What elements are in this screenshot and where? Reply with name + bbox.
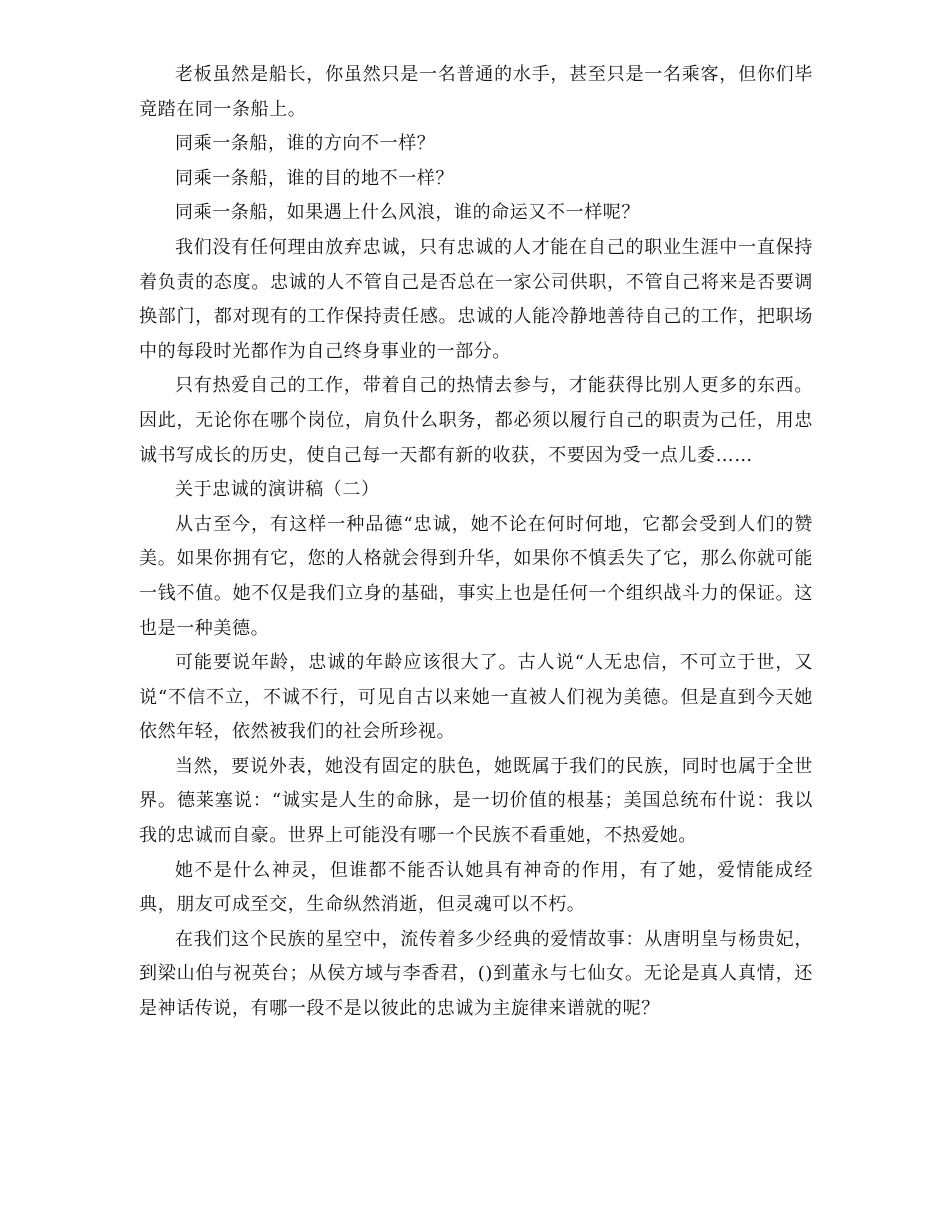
section-heading: 关于忠诚的演讲稿（二） [175, 479, 380, 501]
paragraph: 同乘一条船，谁的方向不一样？ [175, 133, 436, 155]
paragraph: 从古至今，有这样一种品德“忠诚，她不论在何时何地，它都会受到人们的赞美。如果你拥有它，您的人格就会得到升华，如果你不慎丢失了它，那么你就可能一钱不值。她不仅是我们立身的基础，事实上也是任何一个组织战斗力的保证。这也是一种美德。 [139, 513, 813, 639]
paragraph: 她不是什么神灵，但谁都不能否认她具有神奇的作用，有了她，爱情能成经典，朋友可成至交，生命纵然消逝，但灵魂可以不朽。 [139, 859, 813, 916]
paragraph: 我们没有任何理由放弃忠诚，只有忠诚的人才能在自己的职业生涯中一直保持着负责的态度。忠诚的人不管自己是否总在一家公司供职，不管自己将来是否要调换部门，都对现有的工作保持责任感。忠诚的人能冷静地善待自己的工作，把职场中的每段时光都作为自己终身事业的一部分。 [139, 236, 813, 362]
paragraph: 在我们这个民族的星空中，流传着多少经典的爱情故事：从唐明皇与杨贵妃，到梁山伯与祝英台；从侯方域与李香君，()到董永与七仙女。无论是真人真情，还是神话传说，有哪一段不是以彼此的忠诚为主旋律来谱就的呢？ [139, 928, 813, 1020]
document-page [139, 58, 813, 1027]
paragraph: 可能要说年龄，忠诚的年龄应该很大了。古人说“人无忠信，不可立于世，又说“不信不立，不诚不行，可见自古以来她一直被人们视为美德。但是直到今天她依然年轻，依然被我们的社会所珍视。 [139, 652, 813, 743]
paragraph: 老板虽然是船长，你虽然只是一名普通的水手，甚至只是一名乘客，但你们毕竟踏在同一条船上。 [139, 64, 813, 120]
paragraph: 同乘一条船，如果遇上什么风浪，谁的命运又不一样呢？ [175, 202, 640, 224]
paragraph: 只有热爱自己的工作，带着自己的热情去参与，才能获得比别人更多的东西。因此，无论你在哪个岗位，肩负什么职务，都必须以履行自己的职责为己任，用忠诚书写成长的历史，使自己每一天都有新的收获，不要因为受一点儿委…… [139, 375, 813, 466]
paragraph: 同乘一条船，谁的目的地不一样？ [175, 167, 454, 189]
paragraph: 当然，要说外表，她没有固定的肤色，她既属于我们的民族，同时也属于全世界。德莱塞说：“诚实是人生的命脉，是一切价值的根基；美国总统布什说：我以我的忠诚而自豪。世界上可能没有哪一个民族不看重她，不热爱她。 [139, 755, 813, 847]
